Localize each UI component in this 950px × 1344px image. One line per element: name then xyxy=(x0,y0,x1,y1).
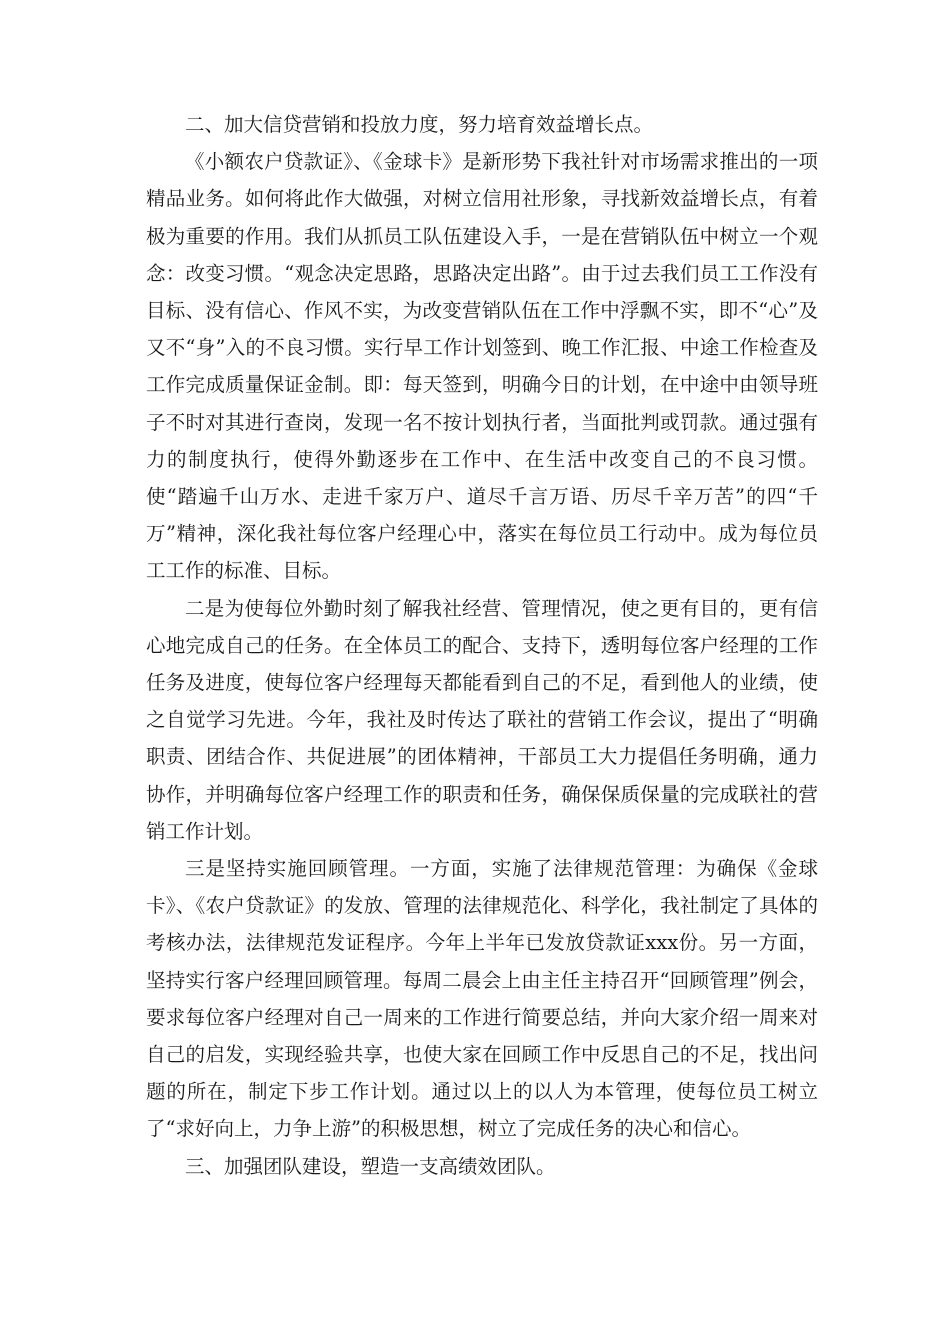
paragraph-transparency: 二是为使每位外勤时刻了解我社经营、管理情况，使之更有目的，更有信心地完成自己的任务。在全体员工的配合、支持下，透明每位客户经理的工作任务及进度，使每位客户经理每天都能看到自己的不足，看到他人的业绩，使之自觉学习先进。今年，我社及时传达了联社的营销工作会议，提出了“明确职责、团结合作、共促进展”的团体精神，干部员工大力提倡任务明确，通力协作，并明确每位客户经理工作的职责和任务，确保保质保量的完成联社的营销工作计划。 xyxy=(146,596,818,843)
section-heading-3: 三、加强团队建设，塑造一支高绩效团队。 xyxy=(185,1154,556,1178)
section-heading-2: 二、加大信贷营销和投放力度，努力培育效益增长点。 xyxy=(185,113,654,136)
paragraph-marketing-team: 《小额农户贷款证》、《金球卡》是新形势下我社针对市场需求推出的一项精品业务。如何将此作大做强，对树立信用社形象，寻找新效益增长点，有着极为重要的作用。我们从抓员工队伍建设入手，一是在营销队伍中树立一个观念：改变习惯。“观念决定思路，思路决定出路”。由于过去我们员工工作没有目标、没有信心、作风不实，为改变营销队伍在工作中浮飘不实，即不“心”及又不“身”入的不良习惯。实行早工作计划签到、晚工作汇报、中途工作检查及工作完成质量保证金制。即：每天签到，明确今日的计划，在中途中由领导班子不时对其进行查岗，发现一名不按计划执行者，当面批判或罚款。通过强有力的制度执行，使得外勤逐步在工作中、在生活中改变自己的不良习惯。使“踏遍千山万水、走进千家万户、道尽千言万语、历尽千辛万苦”的四“千万”精神，深化我社每位客户经理心中，落实在每位员工行动中。成为每位员工工作的标准、目标。 xyxy=(146,150,818,583)
document-body xyxy=(146,106,818,1185)
paragraph-review-management: 三是坚持实施回顾管理。一方面，实施了法律规范管理：为确保《金球卡》、《农户贷款证》的发放、管理的法律规范化、科学化，我社制定了具体的考核办法，法律规范发证程序。今年上半年已发放贷款证xxx份。另一方面，坚持实行客户经理回顾管理。每周二晨会上由主任主持召开“回顾管理”例会，要求每位客户经理对自己一周来的工作进行简要总结，并向大家介绍一周来对自己的启发，实现经验共享，也使大家在回顾工作中反思自己的不足，找出问题的所在，制定下步工作计划。通过以上的以人为本管理，使每位员工树立了“求好向上，力争上游”的积极思想，树立了完成任务的决心和信心。 xyxy=(146,857,818,1141)
